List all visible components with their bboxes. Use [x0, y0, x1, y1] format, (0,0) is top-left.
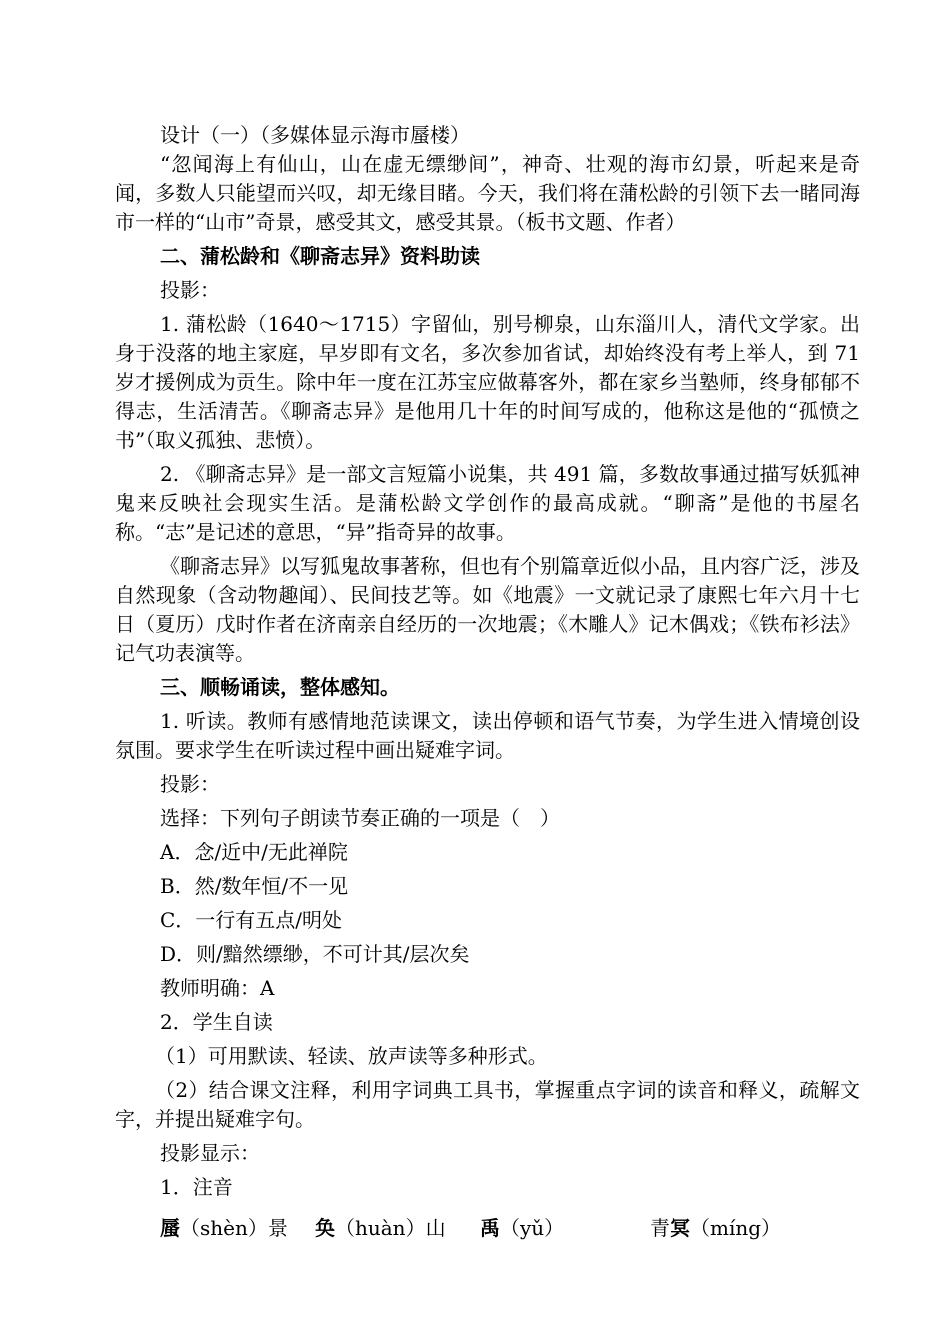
- pinyin-char: 蜃: [160, 1216, 180, 1240]
- book-content-paragraph: 《聊斋志异》以写狐鬼故事著称，但也有个别篇章近似小品，且内容广泛，涉及自然现象（含动物趣闻）、民间技艺等。如《地震》一文就记录了康熙七年六月十七日（夏历）戊时作者在济南亲自经历的一次地震；《木雕人》记木偶戏；《铁布衫法》记气功表演等。: [115, 554, 860, 665]
- option-b: B．然/数年恒/不一见: [160, 874, 349, 898]
- option-a: A．念/近中/无此禅院: [160, 840, 348, 864]
- section-heading-2: 二、蒲松龄和《聊斋志异》资料助读: [160, 244, 480, 268]
- document-body: [115, 121, 860, 1244]
- pinyin-item: [160, 1214, 288, 1243]
- pinyin-reading: （shèn）景: [180, 1216, 288, 1240]
- teacher-answer: 教师明确：A: [160, 976, 275, 1000]
- listening-paragraph: 1. 听读。教师有感情地范读课文，读出停顿和语气节奏，为学生进入情境创设氛围。要求学生在听读过程中画出疑难字词。: [115, 709, 860, 762]
- self-reading-item-1: （1）可用默读、轻读、放声读等多种形式。: [155, 1044, 548, 1068]
- design-heading: 设计（一）（多媒体显示海市蜃楼）: [160, 123, 470, 147]
- question-prompt: 选择：下列句子朗读节奏正确的一项是（ ）: [160, 806, 560, 830]
- pinyin-item: [480, 1214, 564, 1243]
- pinyin-item: [315, 1214, 446, 1243]
- author-bio-paragraph: 1. 蒲松龄（1640～1715）字留仙，别号柳泉，山东淄川人，清代文学家。出身于没落的地主家庭，早岁即有文名，多次参加省试，却始终没有考上举人，到 71 岁才援例成为贡生。除中年一度在江苏宝应做幕客外，都在家乡当塾师，终身郁郁不得志，生活清苦。《聊斋志异》是他用几十年的时间写成的，他称这是他的“孤愤之书”（取义孤独、悲愤）。: [115, 312, 860, 452]
- pinyin-item: [650, 1214, 781, 1243]
- book-intro-paragraph: 2. 《聊斋志异》是一部文言短篇小说集，共 491 篇，多数故事通过描写妖狐神鬼来反映社会现实生活。是蒲松龄文学创作的最高成就。“聊斋”是他的书屋名称。“志”是记述的意思，“异”指奇异的故事。: [115, 462, 860, 544]
- option-c: C．一行有五点/明处: [160, 908, 343, 932]
- pinyin-reading: （yǔ）: [500, 1216, 565, 1240]
- intro-paragraph: “忽闻海上有仙山，山在虚无缥缈间”，神奇、壮观的海市幻景，听起来是奇闻，多数人只能望而兴叹，却无缘目睹。今天，我们将在蒲松龄的引领下去一睹同海市一样的“山市”奇景，感受其文，感受其景。（板书文题、作者）: [115, 152, 860, 234]
- pinyin-char: 冥: [670, 1216, 690, 1240]
- self-reading-heading: 2．学生自读: [160, 1010, 273, 1034]
- projection-display-label: 投影显示：: [160, 1141, 260, 1165]
- section-heading-3: 三、顺畅诵读，整体感知。: [160, 675, 400, 699]
- projection-label-2: 投影：: [160, 772, 220, 796]
- pinyin-char: 奂: [315, 1216, 335, 1240]
- projection-label: 投影：: [160, 278, 220, 302]
- pinyin-reading: （míng）: [690, 1216, 782, 1240]
- pinyin-row: [115, 1214, 860, 1244]
- pinyin-reading: （huàn）山: [335, 1216, 446, 1240]
- pinyin-prefix: 青: [650, 1216, 670, 1240]
- pinyin-char: 禹: [480, 1216, 500, 1240]
- phonetic-heading: 1．注音: [160, 1175, 233, 1199]
- self-reading-item-2: （2）结合课文注释，利用字词典工具书，掌握重点字词的读音和释义，疏解文字，并提出疑难字句。: [115, 1078, 860, 1131]
- option-d: D．则/黯然缥缈，不可计其/层次矣: [160, 942, 470, 966]
